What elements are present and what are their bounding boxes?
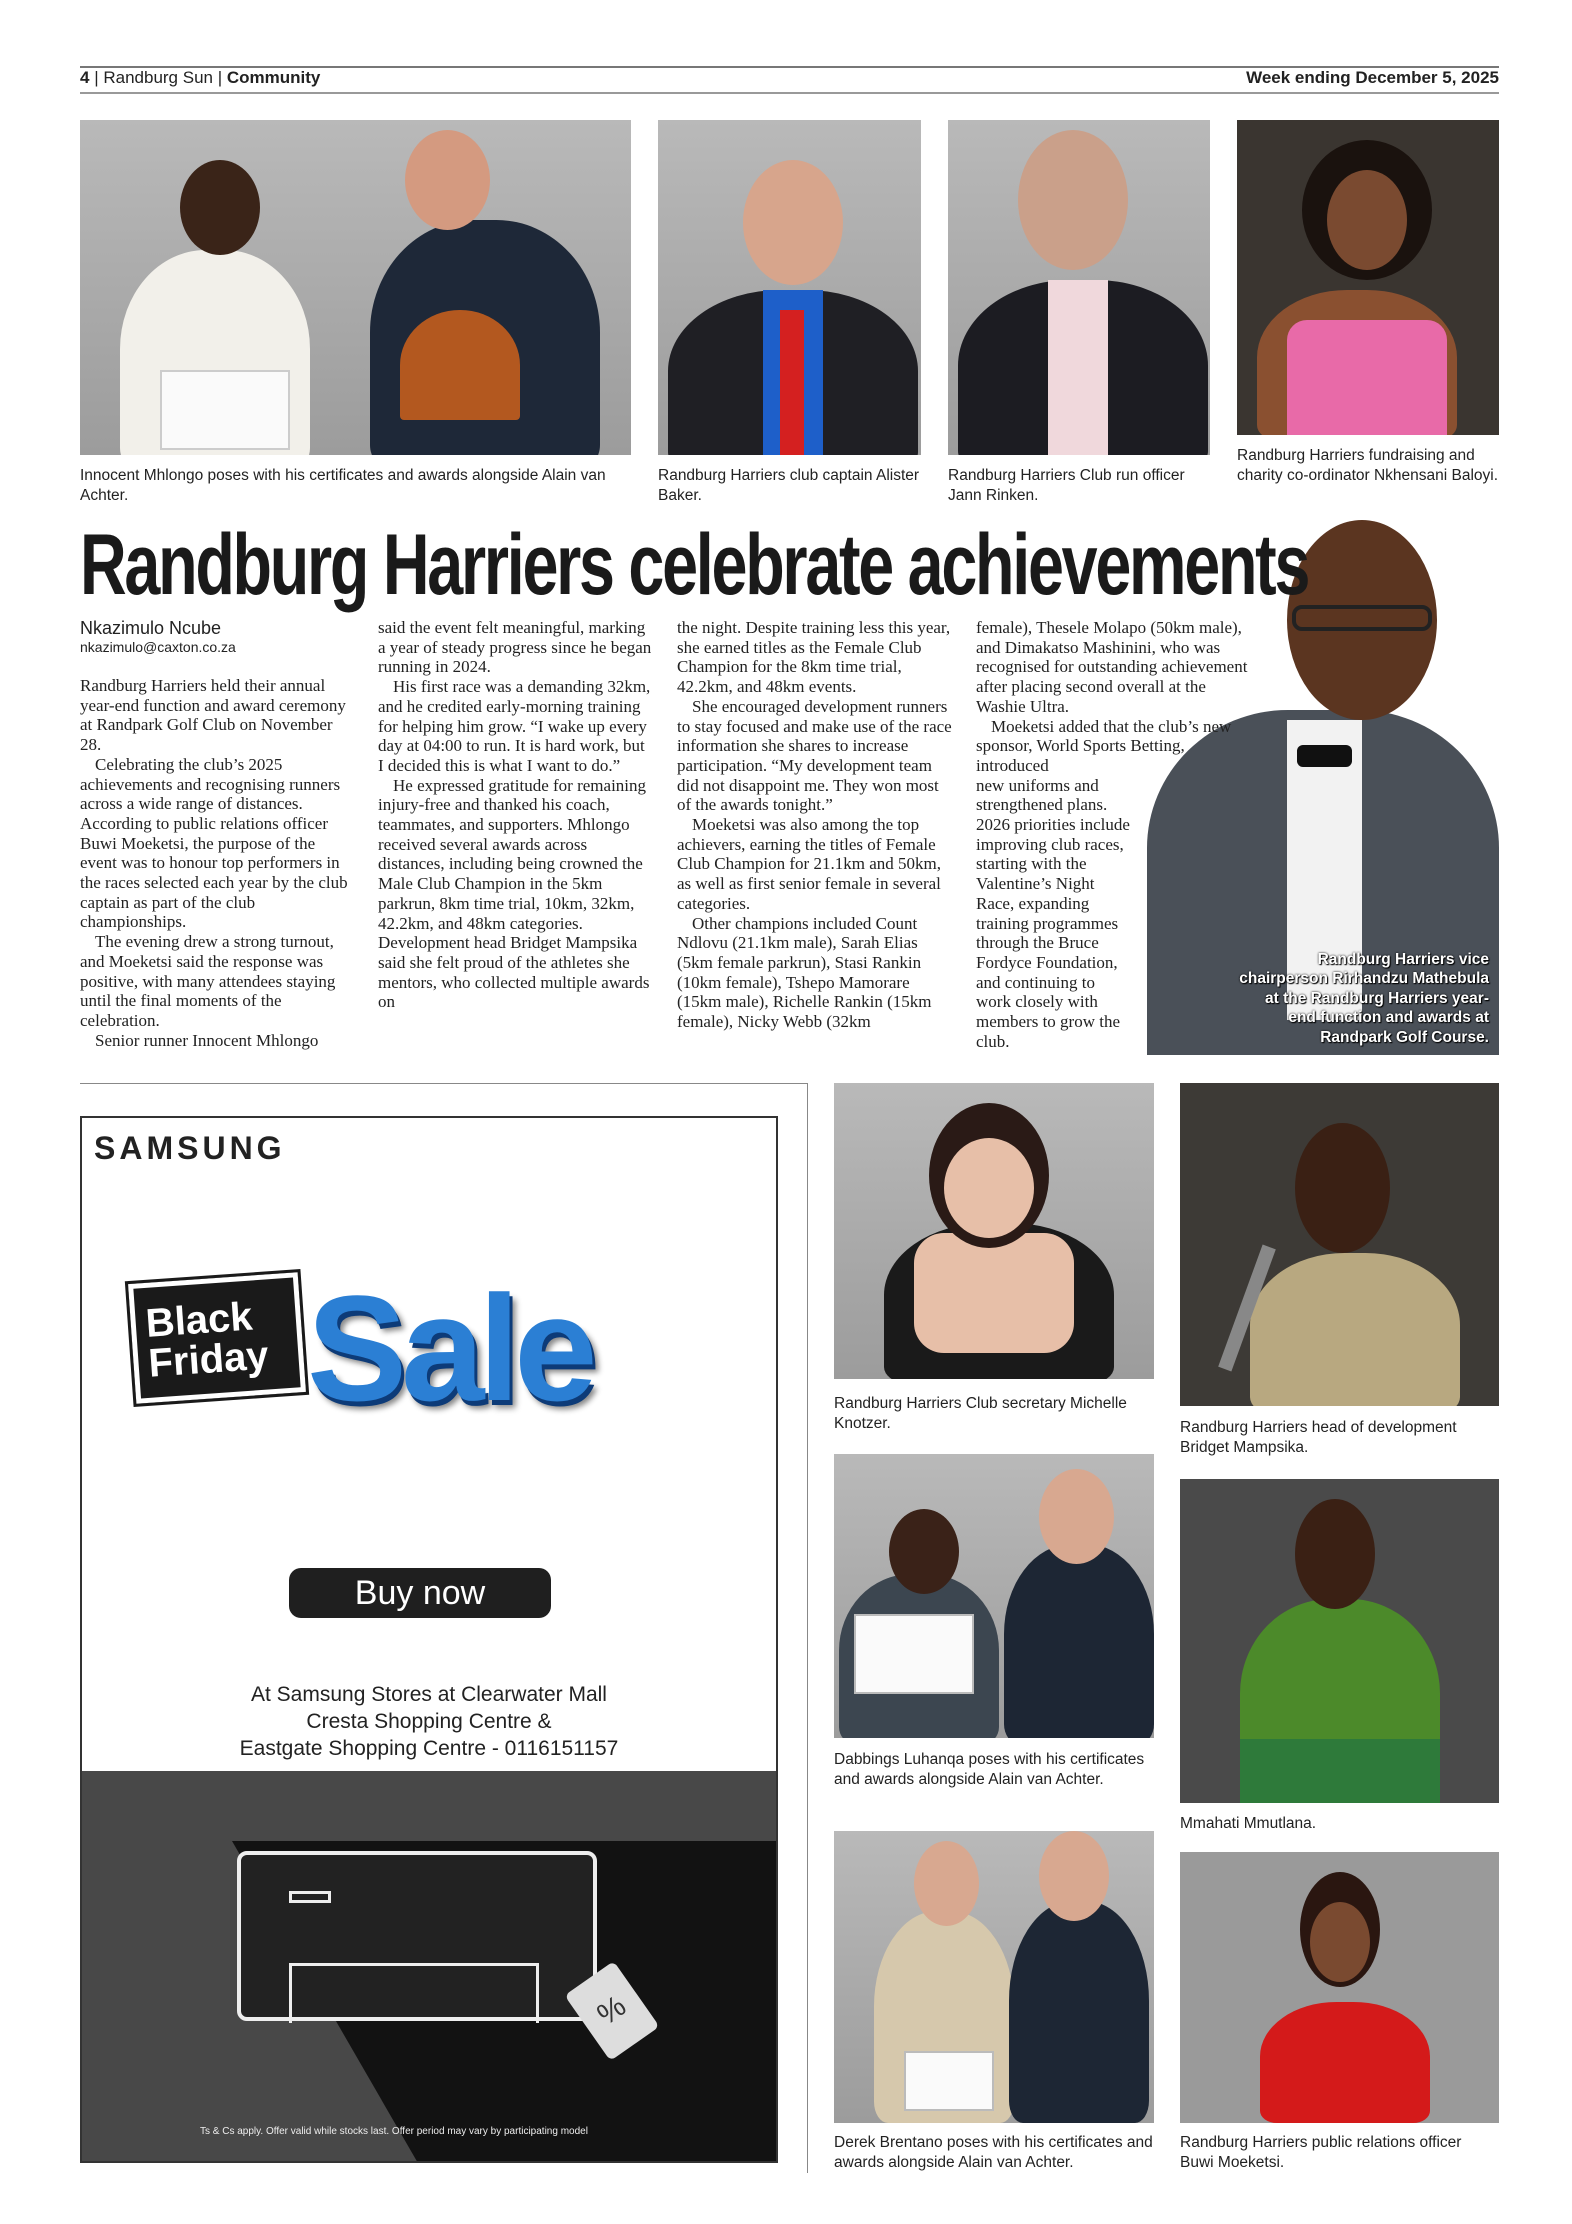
column-divider [807,1083,808,2173]
photo-derek-brentano [834,1831,1154,2123]
paragraph: Other champions included Count Ndlovu (21.1km male), Sarah Elias (5km female parkrun), Stasi Rankin (10km female), Tshepo Mamorare (15km male), Richelle Rankin (15km female), Nicky Webb (32km [677,913,932,1032]
photo-alister-baker [658,120,921,455]
store-line-1: At Samsung Stores at Clearwater Mall [251,1683,607,1706]
page-number: 4 [80,68,90,87]
article-headline: Randburg Harriers celebrate achievements [80,517,1309,613]
text-line: work closely with [976,992,1098,1012]
paragraph: said the event felt meaningful, marking a year of steady progress since he began running in 2024. [378,618,652,677]
photo-dabbings-luhanqa [834,1454,1154,1738]
paragraph: the night. Despite training less this year, she earned titles as the Female Club Champion for the 8km time trial, 42.2km, and 48km events. [677,618,951,697]
text-line: club. [976,1031,1010,1051]
text-line: and continuing to [976,972,1095,992]
section-name: Community [226,68,321,87]
paragraph: His first race was a demanding 32km, and he credited early-morning training for helping him grow. “I wake up every day at 04:00 to run. It is hard work, but I decided this is what I want to do.” [378,677,651,775]
caption-right-6: Randburg Harriers public relations officer Buwi Moeketsi. [1180,2134,1462,2171]
text-line: Valentine’s Night [976,874,1095,894]
text-line: through the Bruce [976,933,1099,953]
caption-photo-4: Randburg Harriers fundraising and charity co-ordinator Nkhensani Baloyi. [1237,447,1499,484]
store-line-3: Eastgate Shopping Centre - 0116151157 [239,1737,619,1760]
article-column-4 [976,618,1256,1051]
paragraph: Randburg Harriers held their annual year-end function and award ceremony at Randpark Golf Club on November 28. [80,676,346,755]
article-column-2 [378,618,654,1012]
paper-name: Randburg Sun [103,68,213,87]
caption-right-1: Randburg Harriers Club secretary Michelle Knotzer. [834,1395,1127,1432]
caption-right-5: Derek Brentano poses with his certificates and awards alongside Alain van Achter. [834,2134,1153,2171]
section-divider [80,1083,807,1084]
caption-right-2: Randburg Harriers head of development Bridget Mampsika. [1180,1419,1457,1456]
paragraph: He expressed gratitude for remaining injury-free and thanked his coach, teammates, and supporters. Mhlongo received several awards across distances, including being crowned the Male Club Champion in the 5km parkrun, 8km time trial, 10km, 32km, 42.2km, and 48km categories. Development head Bridget Mampsika said she felt proud of the athletes she mentors, who collected multiple awards on [378,775,650,1012]
issue-date: Week ending December 5, 2025 [1246,68,1499,87]
photo-mmahati-mmutlana [1180,1479,1499,1803]
photo-buwi-moeketsi [1180,1852,1499,2123]
price-tag-icon: % [564,1961,659,2061]
black-friday-badge [128,1272,306,1404]
portrait-caption: Randburg Harriers vice chairperson Rirhandzu Mathebula at the Randburg Harriers year-end function and awards at Randpark Golf Course. [1239,950,1489,1046]
text-line: improving club races, [976,834,1124,854]
paragraph: Moeketsi added that the club’s new sponsor, World Sports Betting, [976,716,1232,756]
caption-photo-2: Randburg Harriers club captain Alister Baker. [658,467,920,504]
badge-line-1: Black [144,1294,254,1346]
paragraph: Senior runner Innocent Mhlongo [95,1030,319,1050]
paragraph: She encouraged development runners to stay focused and make use of the race information she shares to increase participation. “My development team did not disappoint me. They won most of the awards tonight.” [677,696,952,815]
caption-photo-1: Innocent Mhlongo poses with his certificates and awards alongside Alain van Achter. [80,467,606,504]
text-line: starting with the [976,854,1087,874]
badge-line-2: Friday [147,1333,270,1386]
paragraph: Moeketsi was also among the top achievers, earning the titles of Female Club Champion for 21.1km and 50km, as well as first senior female in several categories. [677,815,941,913]
ad-fine-print: Ts & Cs apply. Offer valid while stocks last. Offer period may vary by participating model [200,2126,588,2137]
paragraph: female), Thesele Molapo (50km male), and Dimakatso Mashinini, who was recognised for outstanding achievement after placing second overall at the Washie Ultra. [976,618,1248,716]
article-column-1 [80,618,356,1050]
samsung-logo: SAMSUNG [94,1130,286,1166]
caption-right-3: Dabbings Luhanqa poses with his certificates and awards alongside Alain van Achter. [834,1751,1145,1788]
text-line: members to grow the [976,1012,1120,1032]
article-column-3 [677,618,953,1032]
caption-right-4: Mmahati Mmutlana. [1180,1815,1317,1832]
header-bottom-rule [80,92,1499,94]
photo-innocent-mhlongo [80,120,631,455]
text-line: introduced [976,755,1049,775]
photo-jann-rinken [948,120,1210,455]
air-conditioner-icon [237,1851,597,2021]
photo-michelle-knotzer [834,1083,1154,1379]
paragraph: The evening drew a strong turnout, and Moeketsi said the response was positive, with many attendees staying until the final moments of the celebration. [80,932,336,1030]
ad-dark-panel [82,1771,776,2163]
photo-bridget-mampsika [1180,1083,1499,1406]
buy-now-button[interactable]: Buy now [289,1568,551,1618]
text-line: Fordyce Foundation, [976,952,1118,972]
author-name: Nkazimulo Ncube [80,618,222,638]
caption-photo-3: Randburg Harriers Club run officer Jann Rinken. [948,467,1185,504]
text-line: Race, expanding [976,893,1090,913]
text-line: 2026 priorities include [976,815,1130,835]
photo-nkhensani-baloyi [1237,120,1499,435]
store-line-2: Cresta Shopping Centre & [306,1710,552,1733]
store-info [82,1681,776,1762]
text-line: strengthened plans. [976,795,1108,815]
paragraph: Celebrating the club’s 2025 achievements and recognising runners across a wide range of distances. According to public relations officer Buwi Moeketsi, the purpose of the event was to honour top performers in the races selected each year by the club captain as part of the club championships. [80,754,348,932]
page-header-left: 4 | Randburg Sun | Community [80,68,321,87]
sale-text: Sale [307,1264,592,1432]
samsung-ad[interactable] [80,1116,778,2163]
author-email: nkazimulo@caxton.co.za [80,639,236,655]
text-line: new uniforms and [976,775,1099,795]
text-line: training programmes [976,913,1119,933]
